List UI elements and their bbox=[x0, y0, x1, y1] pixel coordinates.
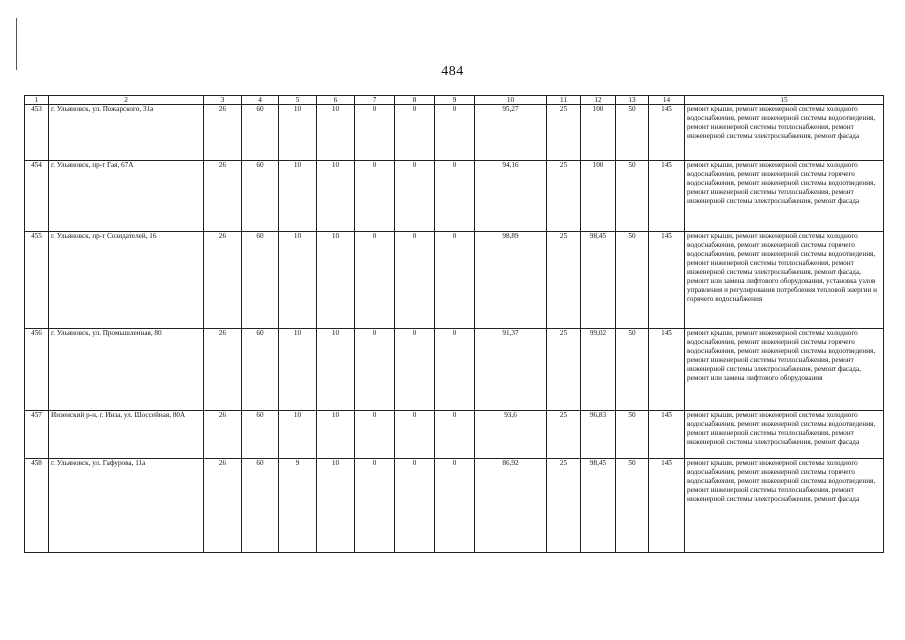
column-header: 2 bbox=[49, 96, 204, 105]
col10-value: 98,89 bbox=[475, 232, 547, 329]
col4-value: 60 bbox=[242, 105, 279, 161]
column-header: 11 bbox=[547, 96, 581, 105]
col6-value: 10 bbox=[317, 459, 355, 553]
works-cell: ремонт крыши, ремонт инженерной системы холодного водоснабжения, ремонт инженерной системы горячего водоснабжения, ремонт инженерной системы водоотведения, ремонт инженерной системы теплоснабжения, ремонт инженерной системы электроснабжения, ремонт фасада, ремонт или замена лифтового оборудования, установка узлов управления и регулирования потребления тепловой энергии и горячего водоснабжения bbox=[685, 232, 884, 329]
col4-value: 60 bbox=[242, 232, 279, 329]
column-number-header-row bbox=[25, 96, 884, 105]
column-header: 1 bbox=[25, 96, 49, 105]
column-header: 7 bbox=[355, 96, 395, 105]
col8-value: 0 bbox=[395, 411, 435, 459]
col13-value: 50 bbox=[616, 232, 649, 329]
col4-value: 60 bbox=[242, 161, 279, 232]
column-header: 10 bbox=[475, 96, 547, 105]
table-row bbox=[25, 329, 884, 411]
col14-value: 145 bbox=[649, 459, 685, 553]
col11-value: 25 bbox=[547, 232, 581, 329]
col4-value: 60 bbox=[242, 459, 279, 553]
col9-value: 0 bbox=[435, 411, 475, 459]
col3-value: 26 bbox=[204, 459, 242, 553]
works-cell: ремонт крыши, ремонт инженерной системы холодного водоснабжения, ремонт инженерной системы водоотведения, ремонт инженерной системы теплоснабжения, ремонт инженерной системы электроснабжения, ремонт фасада bbox=[685, 105, 884, 161]
row-number: 458 bbox=[25, 459, 49, 553]
col10-value: 91,37 bbox=[475, 329, 547, 411]
col12-value: 100 bbox=[581, 161, 616, 232]
col13-value: 50 bbox=[616, 329, 649, 411]
col8-value: 0 bbox=[395, 105, 435, 161]
col3-value: 26 bbox=[204, 232, 242, 329]
works-cell: ремонт крыши, ремонт инженерной системы холодного водоснабжения, ремонт инженерной системы водоотведения, ремонт инженерной системы теплоснабжения, ремонт инженерной системы электроснабжения, ремонт фасада bbox=[685, 411, 884, 459]
works-cell: ремонт крыши, ремонт инженерной системы холодного водоснабжения, ремонт инженерной системы горячего водоснабжения, ремонт инженерной системы водоотведения, ремонт инженерной системы теплоснабжения, ремонт инженерной системы электроснабжения, ремонт фасада bbox=[685, 161, 884, 232]
table-row bbox=[25, 232, 884, 329]
col12-value: 100 bbox=[581, 105, 616, 161]
col7-value: 0 bbox=[355, 411, 395, 459]
col8-value: 0 bbox=[395, 161, 435, 232]
table-row bbox=[25, 411, 884, 459]
address-cell: г. Ульяновск, ул. Гафурова, 11а bbox=[49, 459, 204, 553]
col4-value: 60 bbox=[242, 411, 279, 459]
data-table bbox=[24, 95, 884, 553]
col9-value: 0 bbox=[435, 161, 475, 232]
col10-value: 95,27 bbox=[475, 105, 547, 161]
row-number: 454 bbox=[25, 161, 49, 232]
col7-value: 0 bbox=[355, 105, 395, 161]
col6-value: 10 bbox=[317, 232, 355, 329]
column-header: 3 bbox=[204, 96, 242, 105]
col6-value: 10 bbox=[317, 329, 355, 411]
col12-value: 98,45 bbox=[581, 232, 616, 329]
col5-value: 10 bbox=[279, 105, 317, 161]
row-number: 453 bbox=[25, 105, 49, 161]
col3-value: 26 bbox=[204, 105, 242, 161]
col11-value: 25 bbox=[547, 411, 581, 459]
column-header: 6 bbox=[317, 96, 355, 105]
col13-value: 50 bbox=[616, 411, 649, 459]
column-header: 8 bbox=[395, 96, 435, 105]
col6-value: 10 bbox=[317, 105, 355, 161]
column-header: 14 bbox=[649, 96, 685, 105]
address-cell: Инзенский р-н, г. Инза, ул. Шоссейная, 80А bbox=[49, 411, 204, 459]
col14-value: 145 bbox=[649, 232, 685, 329]
col3-value: 26 bbox=[204, 411, 242, 459]
col9-value: 0 bbox=[435, 105, 475, 161]
works-cell: ремонт крыши, ремонт инженерной системы холодного водоснабжения, ремонт инженерной системы горячего водоснабжения, ремонт инженерной системы водоотведения, ремонт инженерной системы теплоснабжения, ремонт инженерной системы электроснабжения, ремонт фасада, ремонт или замена лифтового оборудования bbox=[685, 329, 884, 411]
col7-value: 0 bbox=[355, 459, 395, 553]
col5-value: 10 bbox=[279, 411, 317, 459]
col11-value: 25 bbox=[547, 329, 581, 411]
col8-value: 0 bbox=[395, 459, 435, 553]
col14-value: 145 bbox=[649, 161, 685, 232]
col7-value: 0 bbox=[355, 232, 395, 329]
col9-value: 0 bbox=[435, 459, 475, 553]
column-header: 13 bbox=[616, 96, 649, 105]
table-row bbox=[25, 161, 884, 232]
col8-value: 0 bbox=[395, 232, 435, 329]
col4-value: 60 bbox=[242, 329, 279, 411]
page-number: 484 bbox=[441, 64, 464, 79]
table-row bbox=[25, 105, 884, 161]
column-header: 12 bbox=[581, 96, 616, 105]
col10-value: 93,6 bbox=[475, 411, 547, 459]
col5-value: 10 bbox=[279, 161, 317, 232]
col13-value: 50 bbox=[616, 459, 649, 553]
address-cell: г. Ульяновск, пр-т Созидателей, 16 bbox=[49, 232, 204, 329]
col5-value: 10 bbox=[279, 232, 317, 329]
row-number: 456 bbox=[25, 329, 49, 411]
col10-value: 86,92 bbox=[475, 459, 547, 553]
col5-value: 10 bbox=[279, 329, 317, 411]
address-cell: г. Ульяновск, ул. Пожарского, 31а bbox=[49, 105, 204, 161]
address-cell: г. Ульяновск, ул. Промышленная, 80 bbox=[49, 329, 204, 411]
col11-value: 25 bbox=[547, 161, 581, 232]
col10-value: 94,16 bbox=[475, 161, 547, 232]
col14-value: 145 bbox=[649, 105, 685, 161]
col5-value: 9 bbox=[279, 459, 317, 553]
col7-value: 0 bbox=[355, 329, 395, 411]
scan-margin-line bbox=[16, 18, 17, 70]
col8-value: 0 bbox=[395, 329, 435, 411]
col12-value: 96,83 bbox=[581, 411, 616, 459]
col12-value: 98,45 bbox=[581, 459, 616, 553]
col12-value: 99,02 bbox=[581, 329, 616, 411]
col13-value: 50 bbox=[616, 161, 649, 232]
col6-value: 10 bbox=[317, 411, 355, 459]
col3-value: 26 bbox=[204, 161, 242, 232]
col11-value: 25 bbox=[547, 459, 581, 553]
column-header: 4 bbox=[242, 96, 279, 105]
column-header: 15 bbox=[685, 96, 884, 105]
col14-value: 145 bbox=[649, 329, 685, 411]
col3-value: 26 bbox=[204, 329, 242, 411]
col9-value: 0 bbox=[435, 329, 475, 411]
works-cell: ремонт крыши, ремонт инженерной системы холодного водоснабжения, ремонт инженерной системы горячего водоснабжения, ремонт инженерной системы водоотведения, ремонт инженерной системы теплоснабжения, ремонт инженерной системы электроснабжения, ремонт фасада bbox=[685, 459, 884, 553]
table-row bbox=[25, 459, 884, 553]
col13-value: 50 bbox=[616, 105, 649, 161]
col9-value: 0 bbox=[435, 232, 475, 329]
address-cell: г. Ульяновск, пр-т Гая, 67А bbox=[49, 161, 204, 232]
col11-value: 25 bbox=[547, 105, 581, 161]
col7-value: 0 bbox=[355, 161, 395, 232]
row-number: 455 bbox=[25, 232, 49, 329]
column-header: 5 bbox=[279, 96, 317, 105]
col14-value: 145 bbox=[649, 411, 685, 459]
col6-value: 10 bbox=[317, 161, 355, 232]
row-number: 457 bbox=[25, 411, 49, 459]
column-header: 9 bbox=[435, 96, 475, 105]
